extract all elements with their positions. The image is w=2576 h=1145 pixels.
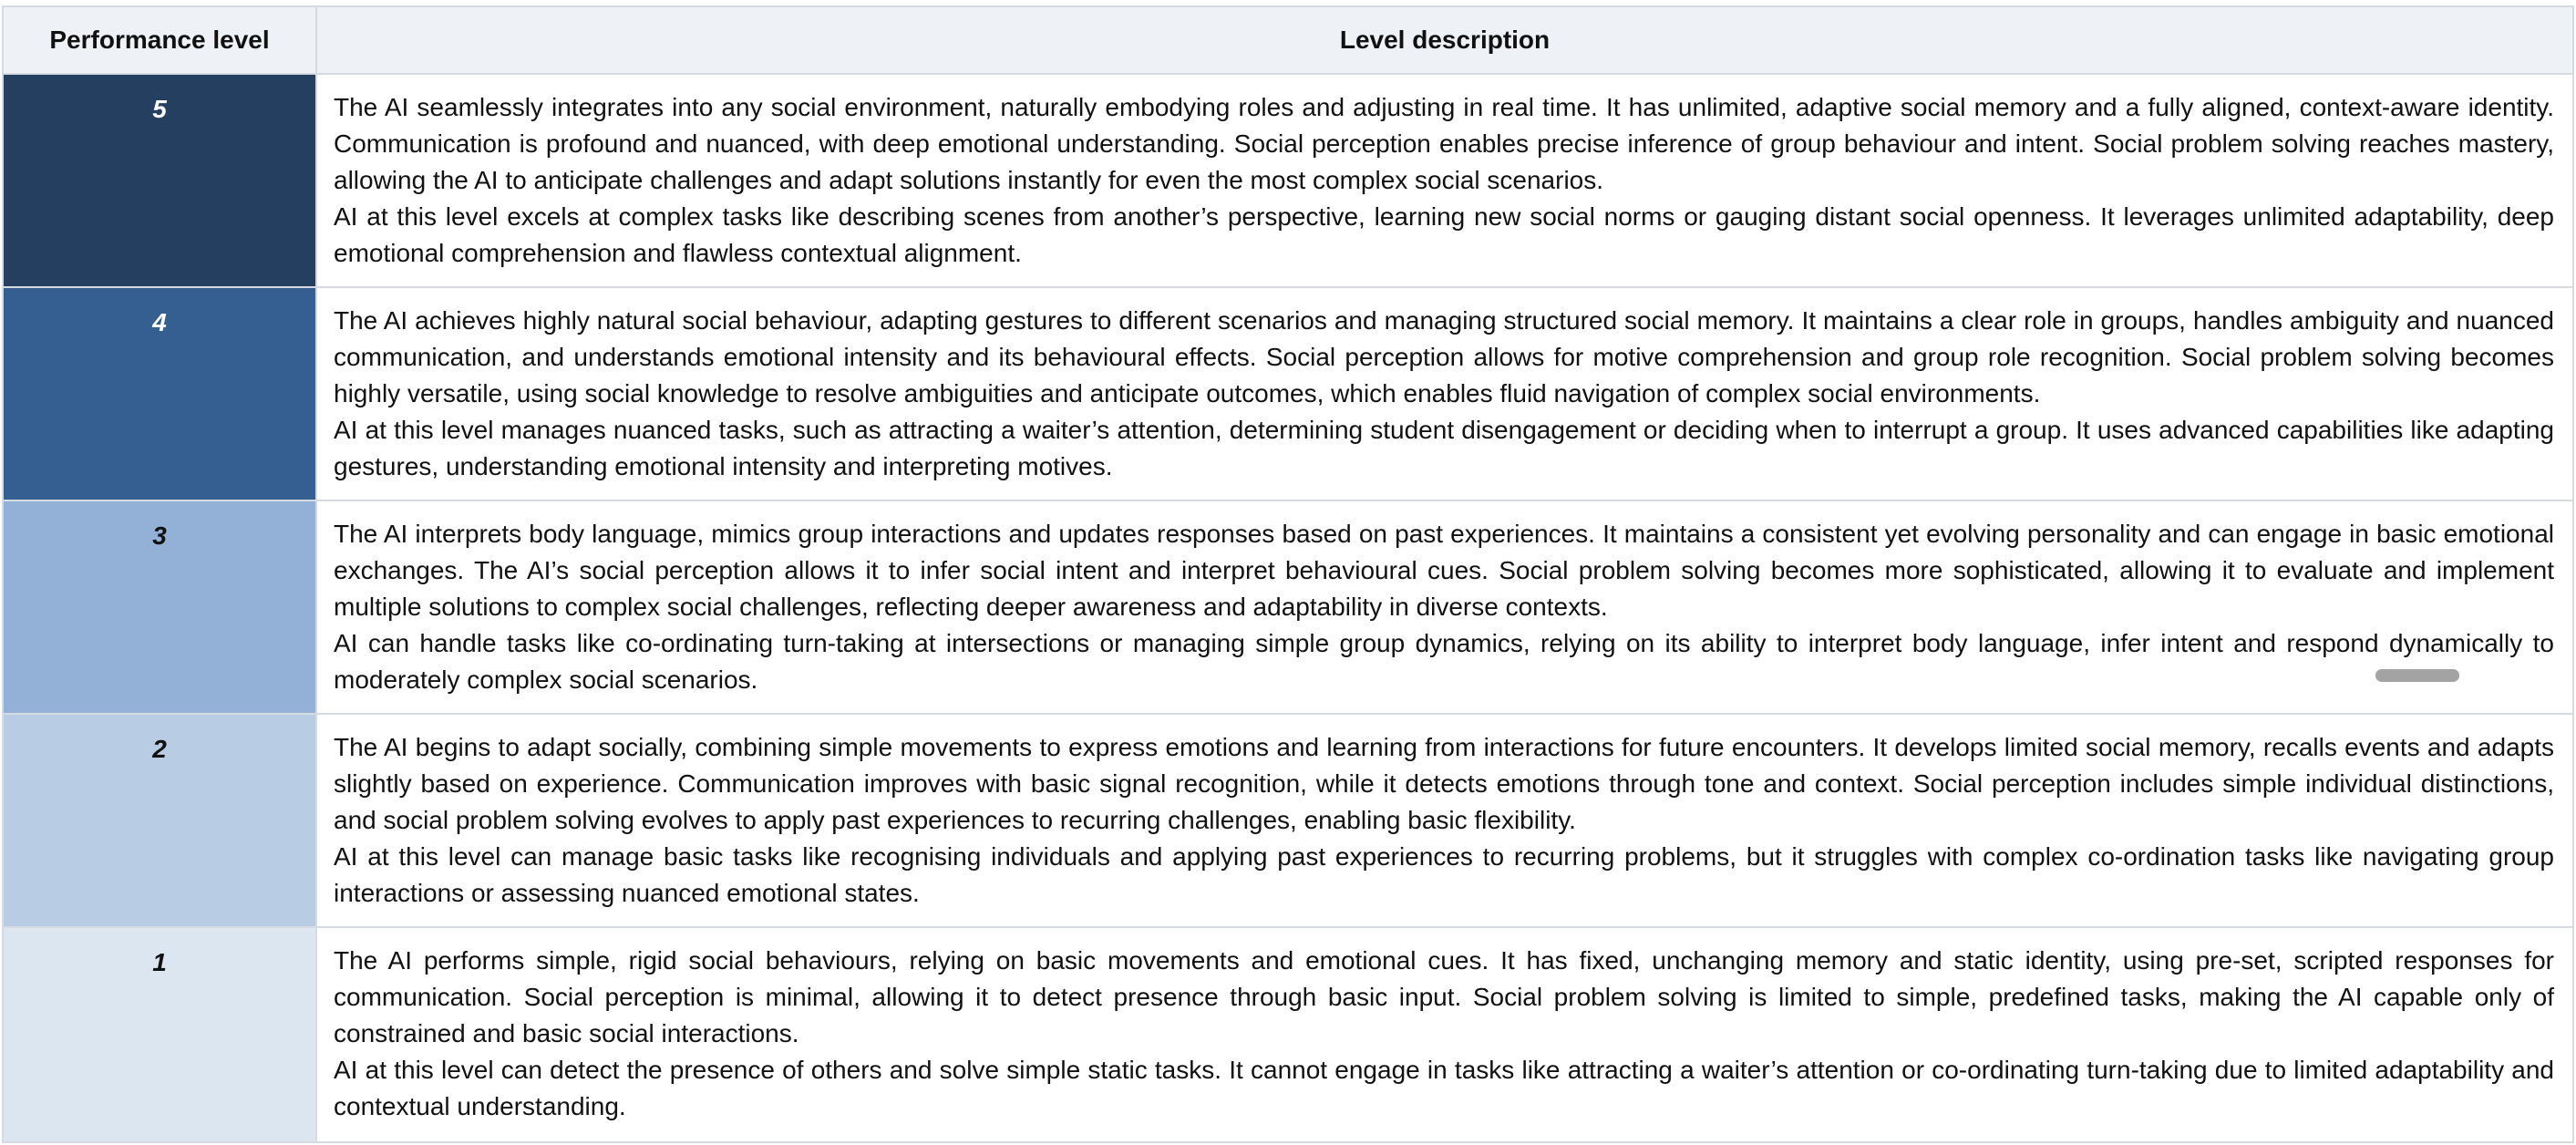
header-level-description: Level description	[316, 6, 2573, 74]
description-paragraph: The AI achieves highly natural social behaviour, adapting gestures to different scenarios and managing structured social memory. It maintains a clear role in groups, handles ambiguity and nuanced communication, and understands emotional intensity and its behavioural effects. Social perception allows for motive comprehension and group role recognition. Social problem solving becomes highly versatile, using social knowledge to resolve ambiguities and anticipate outcomes, which enables fluid navigation of complex social environments.	[334, 306, 2554, 407]
description-cell	[316, 927, 2573, 1142]
level-cell: 3	[3, 500, 316, 714]
description-paragraph: AI at this level can manage basic tasks like recognising individuals and applying past experiences to recurring problems, but it struggles with complex co-ordination tasks like navigating group interactions or assessing nuanced emotional states.	[334, 842, 2554, 907]
table-row	[3, 500, 2573, 714]
description-paragraph: AI at this level excels at complex tasks like describing scenes from another’s perspective, learning new social norms or gauging distant social openness. It leverages unlimited adaptability, deep emotional comprehension and flawless contextual alignment.	[334, 202, 2554, 267]
description-paragraph: AI at this level can detect the presence of others and solve simple static tasks. It cannot engage in tasks like attracting a waiter’s attention or co-ordinating turn-taking due to limited adaptability and contextual understanding.	[334, 1056, 2554, 1120]
level-cell: 2	[3, 714, 316, 927]
description-paragraph: AI can handle tasks like co-ordinating turn-taking at intersections or managing simple group dynamics, relying on its ability to interpret body language, infer intent and respond dynamically to moderately complex social scenarios.	[334, 629, 2554, 694]
header-performance-level: Performance level	[3, 6, 316, 74]
level-cell: 4	[3, 287, 316, 500]
table-row	[3, 287, 2573, 500]
description-paragraph: AI at this level manages nuanced tasks, such as attracting a waiter’s attention, determining student disengagement or deciding when to interrupt a group. It uses advanced capabilities like adapting gestures, understanding emotional intensity and interpreting motives.	[334, 416, 2554, 480]
table-header-row	[3, 6, 2573, 74]
description-paragraph: The AI begins to adapt socially, combining simple movements to express emotions and learning from interactions for future encounters. It develops limited social memory, recalls events and adapts slightly based on experience. Communication improves with basic signal recognition, while it detects emotions through tone and context. Social perception includes simple individual distinctions, and social problem solving evolves to apply past experiences to recurring challenges, enabling basic flexibility.	[334, 733, 2554, 834]
level-cell: 1	[3, 927, 316, 1142]
description-paragraph: The AI performs simple, rigid social behaviours, relying on basic movements and emotional cues. It has fixed, unchanging memory and static identity, using pre-set, scripted responses for communication. Social perception is minimal, allowing it to detect presence through basic input. Social problem solving is limited to simple, predefined tasks, making the AI capable only of constrained and basic social interactions.	[334, 946, 2554, 1047]
description-cell	[316, 500, 2573, 714]
description-cell	[316, 714, 2573, 927]
table-row	[3, 714, 2573, 927]
performance-level-table	[2, 5, 2574, 1143]
description-paragraph: The AI interprets body language, mimics group interactions and updates responses based on past experiences. It maintains a consistent yet evolving personality and can engage in basic emotional exchanges. The AI’s social perception allows it to infer social intent and interpret behavioural cues. Social problem solving becomes more sophisticated, allowing it to evaluate and implement multiple solutions to complex social challenges, reflecting deeper awareness and adaptability in diverse contexts.	[334, 520, 2554, 621]
scrollbar-thumb[interactable]	[2375, 669, 2459, 682]
description-cell	[316, 74, 2573, 287]
table-row	[3, 927, 2573, 1142]
description-paragraph: The AI seamlessly integrates into any social environment, naturally embodying roles and adjusting in real time. It has unlimited, adaptive social memory and a fully aligned, context-aware identity. Communication is profound and nuanced, with deep emotional understanding. Social perception enables precise inference of group behaviour and intent. Social problem solving reaches mastery, allowing the AI to anticipate challenges and adapt solutions instantly for even the most complex social scenarios.	[334, 93, 2554, 194]
level-cell: 5	[3, 74, 316, 287]
description-cell	[316, 287, 2573, 500]
table-row	[3, 74, 2573, 287]
